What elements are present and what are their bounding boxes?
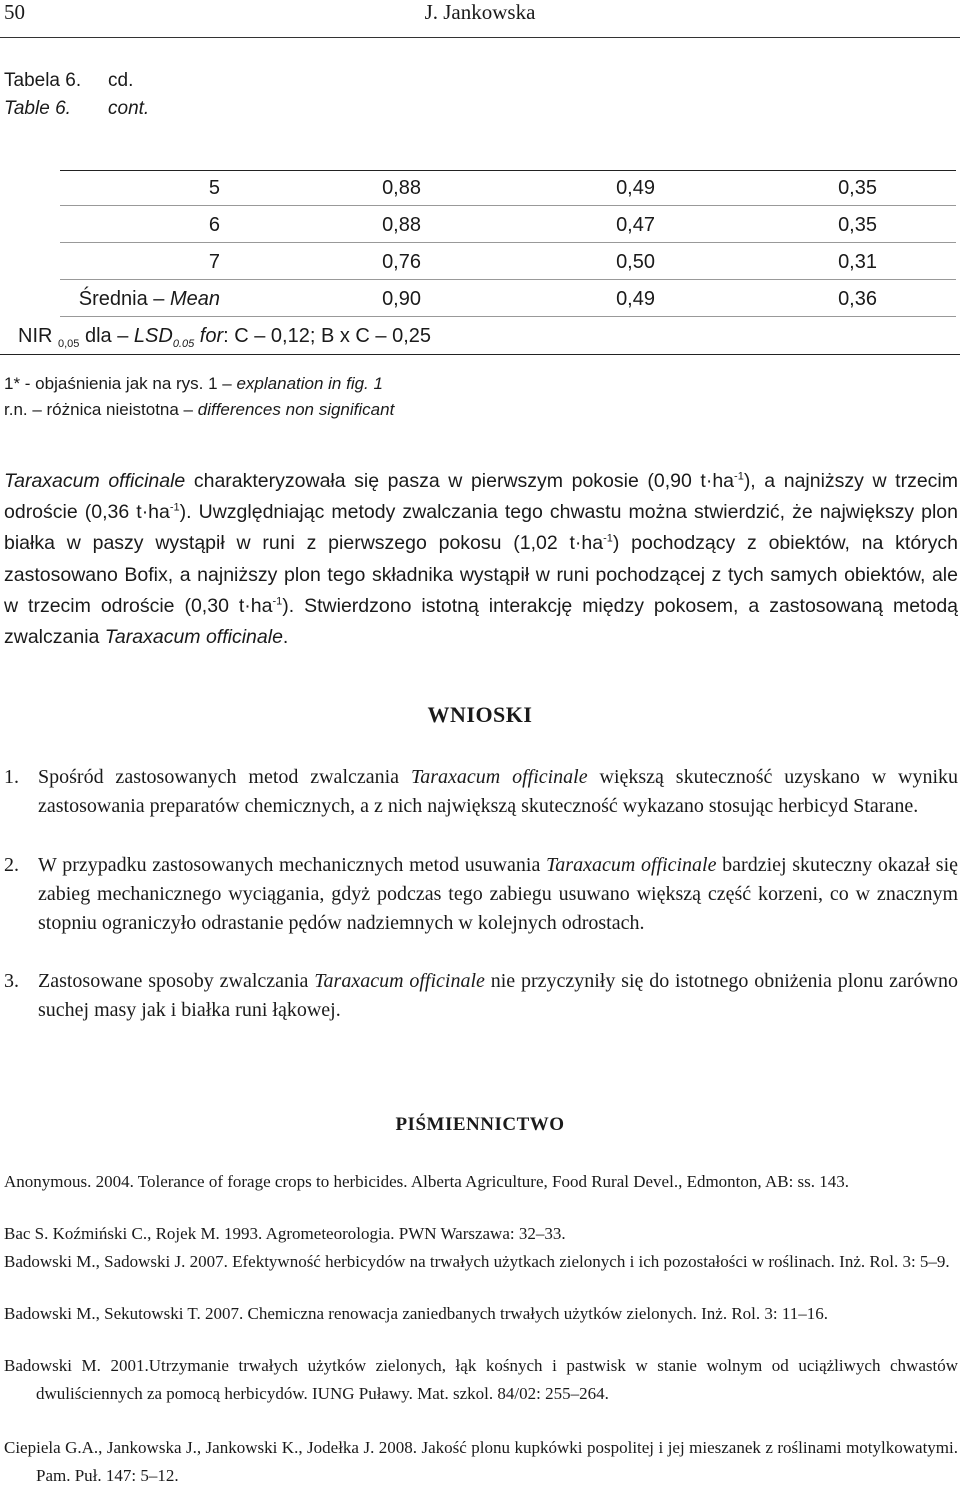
mean-label-en: Mean (169, 288, 220, 310)
mean-label-pl: Średnia – (78, 288, 170, 310)
body-text: ) pochodzący z obiektów, na których zastosowano Bofix, a najniższy plon tego składnika wystąpił w runi pochodzącej z tych samych obiektów, ale w trzecim odroście (0,30 t·ha (4, 532, 959, 617)
conclusion-number: 1. (4, 766, 19, 788)
conclusion-text-b: nie przyczyniły się do istotnego obniżenia plonu zarówno suchej masy jak i białka runi łąkowej. (38, 970, 958, 1021)
header-rule (0, 37, 960, 38)
table-bottom-rule (0, 354, 960, 355)
conclusion-text-b: większą skuteczność uzyskano w wyniku zastosowania preparatów chemicznych, a z nich największą skuteczność wykazano stosując herbicyd Starane. (38, 766, 959, 817)
row-rule (60, 242, 956, 243)
references-heading: PIŚMIENNICTWO (395, 1114, 565, 1135)
row-label: 5 (208, 177, 220, 199)
superscript: -1 (603, 532, 613, 545)
nir-mid: dla – (79, 325, 134, 347)
reference-text: Badowski M., Sadowski J. 2007. Efektywność herbicydów na trwałych użytkach zielonych i ich pozostałości w roślinach. Inż. Rol. 3: 5–9. (4, 1252, 950, 1271)
footnote-1-en: explanation in fig. 1 (236, 374, 383, 393)
table-caption-en-cont: cont. (108, 98, 150, 119)
conclusion-text (38, 763, 958, 821)
table-caption-pl-cont: cd. (108, 70, 134, 91)
body-text: charakteryzowała się pasza w pierwszym pokosie (0,90 t·ha (185, 470, 735, 492)
cell-value: 0,50 (616, 251, 655, 273)
cell-value: 0,36 (838, 288, 877, 310)
running-head: J. Jankowska (424, 0, 536, 24)
cell-value: 0,47 (616, 214, 655, 236)
table-row (0, 244, 960, 280)
species-name: Taraxacum officinale (314, 970, 485, 992)
cell-value: 0,31 (838, 251, 877, 273)
conclusion-number: 2. (4, 854, 19, 876)
body-text: . (282, 626, 289, 649)
table-row (0, 207, 960, 243)
species-name: Taraxacum officinale (410, 766, 588, 788)
conclusion-item (4, 967, 958, 1027)
conclusion-text-b: bardziej skuteczny okazał się zabieg mechanicznego wyciągania, gdyż podczas tego zabiegu usuwano większą część korzeni, co w znacznym stopniu ograniczyło odrastanie pędów nadziemnych w kolejnych odrostach. (38, 854, 959, 934)
footnote-2 (4, 400, 394, 420)
cell-value: 0,90 (382, 288, 421, 310)
mean-label (0, 281, 220, 317)
reference-item (4, 1168, 958, 1196)
body-text: ). Stwierdzono istotną interakcję między pokosem, a zastosowaną metodą zwalczania (4, 594, 959, 649)
reference-item (4, 1248, 958, 1276)
nir-sub: 0,05 (58, 338, 80, 350)
superscript: -1 (734, 470, 744, 483)
superscript: -1 (272, 595, 283, 608)
table-caption-pl: Tabela 6. (4, 70, 82, 91)
reference-item (4, 1352, 958, 1408)
nir-for: for (194, 325, 224, 347)
body-paragraph (4, 466, 958, 653)
body-text: ). Uwzględniając metody zwalczania tego chwastu można stwierdzić, że największy plon białka w paszy wystąpił w runi z pierwszego pokosu (1,02 t·ha (4, 501, 958, 555)
superscript: -1 (169, 501, 180, 514)
species-name: Taraxacum officinale (4, 470, 186, 492)
row-rule (60, 279, 956, 280)
conclusion-item (4, 763, 958, 851)
reference-item (4, 1300, 958, 1328)
footnote-2-en: differences non significant (197, 400, 395, 419)
conclusion-number: 3. (4, 970, 19, 992)
table-mean-row (0, 281, 960, 317)
conclusion-item (4, 851, 958, 967)
reference-text: Badowski M., Sekutowski T. 2007. Chemiczna renowacja zaniedbanych trwałych użytków zielonych. Inż. Rol. 3: 11–16. (4, 1304, 828, 1323)
reference-text: Anonymous. 2004. Tolerance of forage crops to herbicides. Alberta Agriculture, Food Rural Devel., Edmonton, AB: ss. 143. (4, 1172, 850, 1191)
conclusion-text-a: Zastosowane sposoby zwalczania (38, 970, 315, 992)
cell-value: 0,35 (838, 177, 877, 199)
page-number: 50 (4, 0, 25, 24)
footnote-2-pl: r.n. – różnica nieistotna – (4, 400, 198, 419)
row-rule (60, 205, 956, 206)
row-label: 6 (208, 214, 220, 236)
footnote-1-pl: 1* - objaśnienia jak na rys. 1 – (4, 374, 237, 393)
reference-text: Ciepiela G.A., Jankowska J., Jankowski K., Jodełka J. 2008. Jakość plonu kupkówki pospolitej i jej mieszanek z roślinami motylkowatymi. Pam. Puł. 147: 5–12. (4, 1438, 958, 1485)
footnote-1 (4, 374, 383, 394)
conclusion-text-a: W przypadku zastosowanych mechanicznych metod usuwania (38, 854, 546, 876)
cell-value: 0,88 (382, 214, 421, 236)
nir-prefix: NIR (18, 325, 58, 347)
cell-value: 0,35 (838, 214, 877, 236)
cell-value: 0,49 (616, 177, 655, 199)
row-rule (60, 316, 956, 317)
nir-line (18, 318, 431, 362)
table-row (0, 170, 960, 206)
conclusion-text (38, 967, 958, 1025)
reference-text: Bac S. Koźmiński C., Rojek M. 1993. Agrometeorologia. PWN Warszawa: 32–33. (4, 1224, 566, 1243)
nir-lsd: LSD (133, 325, 173, 347)
nir-lsd-sub: 0.05 (172, 338, 195, 350)
cell-value: 0,49 (616, 288, 655, 310)
species-name: Taraxacum officinale (104, 626, 283, 649)
cell-value: 0,88 (382, 177, 421, 199)
reference-item (4, 1220, 958, 1248)
row-label: 7 (208, 251, 220, 273)
species-name: Taraxacum officinale (546, 854, 717, 876)
conclusion-text (38, 851, 958, 938)
nir-rest: : C – 0,12; B x C – 0,25 (223, 325, 432, 347)
body-text: ), a najniższy w trzecim odroście (0,36 t·ha (4, 470, 958, 524)
cell-value: 0,76 (382, 251, 421, 273)
conclusion-text-a: Spośród zastosowanych metod zwalczania (38, 766, 411, 788)
table-caption-en: Table 6. (4, 98, 71, 119)
reference-item (4, 1434, 958, 1490)
reference-text: Badowski M. 2001.Utrzymanie trwałych użytków zielonych, łąk kośnych i pastwisk w stanie wolnym od uciążliwych chwastów dwuliściennych za pomocą herbicydów. IUNG Puławy. Mat. szkol. 84/02: 255–264. (4, 1356, 958, 1403)
conclusions-heading: WNIOSKI (427, 702, 533, 727)
